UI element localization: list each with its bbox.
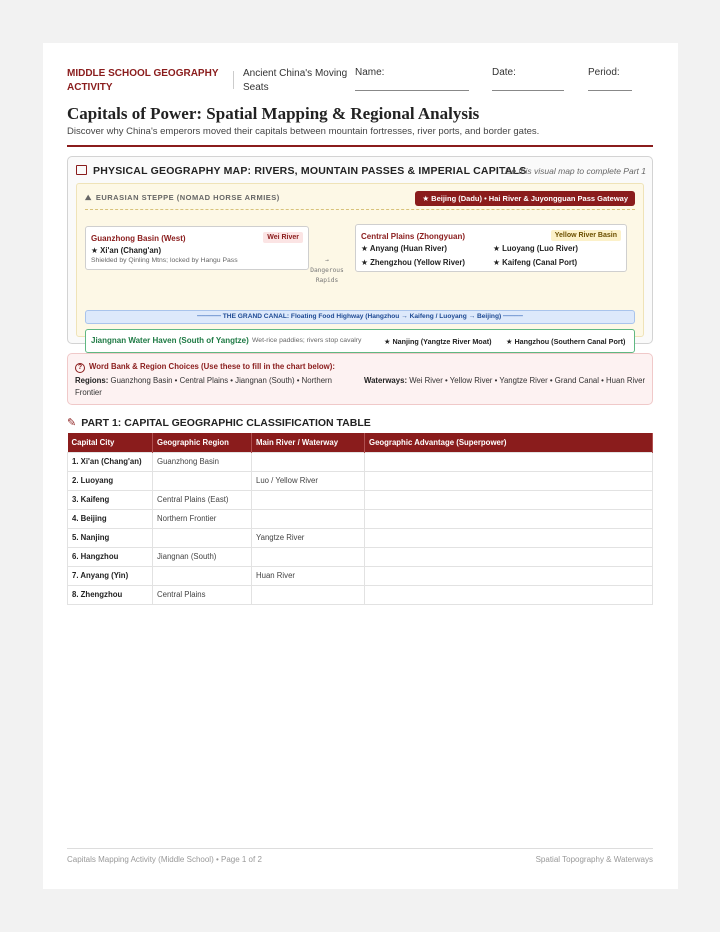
steppe-region — [76, 183, 644, 346]
capital-cell: 8. Zhengzhou — [68, 585, 153, 604]
subject-label: MIDDLE SCHOOL GEOGRAPHY ACTIVITY — [67, 68, 219, 93]
wei-river-tag: Wei River — [263, 232, 303, 243]
steppe-label — [85, 193, 280, 203]
waterways-list — [364, 375, 646, 387]
header-divider — [233, 71, 234, 89]
jiangnan-note: Wet-rice paddies; rivers stop cavalry — [252, 337, 362, 344]
geography-map — [67, 156, 653, 344]
waterway-cell[interactable] — [252, 490, 365, 509]
page-subtitle: Discover why China's emperors moved their capitals between mountain fortresses, river ports, and border gates. — [67, 126, 540, 137]
region-cell: Central Plains — [153, 585, 252, 604]
mountain-icon: ⛰ — [85, 193, 92, 202]
capital-cell: 7. Anyang (Yin) — [68, 566, 153, 585]
anyang-city: ★ Anyang (Huan River) — [361, 244, 447, 253]
capital-cell: 1. Xi'an (Chang'an) — [68, 452, 153, 471]
classification-table — [67, 433, 653, 605]
waterway-cell[interactable] — [252, 452, 365, 471]
table-row — [68, 585, 653, 604]
col-header-capital: Capital City — [68, 433, 153, 452]
advantage-cell[interactable] — [365, 452, 653, 471]
xian-city: ★ Xi'an (Chang'an) — [91, 246, 162, 255]
table-row — [68, 547, 653, 566]
capital-cell: 4. Beijing — [68, 509, 153, 528]
table-body — [68, 452, 653, 604]
regions-values: Guanzhong Basin • Central Plains • Jiangnan (South) • Northern Frontier — [75, 376, 332, 397]
waterways-label: Waterways: — [364, 376, 408, 385]
period-field[interactable] — [588, 90, 632, 91]
advantage-cell[interactable] — [365, 509, 653, 528]
rapids-label — [307, 256, 347, 286]
advantage-cell[interactable] — [365, 528, 653, 547]
steppe-label-text: EURASIAN STEPPE (NOMAD HORSE ARMIES) — [95, 193, 280, 202]
col-header-waterway: Main River / Waterway — [252, 433, 365, 452]
word-bank-title — [75, 362, 335, 373]
waterway-cell[interactable] — [252, 585, 365, 604]
capital-cell: 6. Hangzhou — [68, 547, 153, 566]
waterway-cell: Yangtze River — [252, 528, 365, 547]
guanzhong-title: Guanzhong Basin (West) — [91, 234, 186, 243]
table-row — [68, 490, 653, 509]
capital-cell: 5. Nanjing — [68, 528, 153, 547]
regions-list — [75, 375, 345, 399]
unit-label: Ancient China's Moving Seats — [243, 68, 348, 93]
pencil-icon: ✎ — [67, 417, 77, 429]
guanzhong-card — [85, 226, 309, 270]
waterway-cell[interactable] — [252, 509, 365, 528]
col-header-advantage: Geographic Advantage (Superpower) — [365, 433, 653, 452]
advantage-cell[interactable] — [365, 566, 653, 585]
footer-right: Spatial Topography & Waterways — [535, 855, 653, 864]
nanjing-city: ★ Nanjing (Yangtze River Moat) — [384, 337, 492, 346]
grand-canal-band: ━━━━━━ THE GRAND CANAL: Floating Food Highway (Hangzhou → Kaifeng / Luoyang → Beijing) ━━━━━ — [85, 310, 635, 324]
grand-canal-label: THE GRAND CANAL: Floating Food Highway (Hangzhou → Kaifeng / Luoyang → Beijing) — [222, 313, 502, 320]
capital-cell: 2. Luoyang — [68, 471, 153, 490]
region-cell[interactable] — [153, 566, 252, 585]
regions-label: Regions: — [75, 376, 109, 385]
central-plains-title: Central Plains (Zhongyuan) — [361, 232, 466, 241]
kaifeng-city: ★ Kaifeng (Canal Port) — [493, 258, 578, 267]
table-row — [68, 528, 653, 547]
yellow-river-tag: Yellow River Basin — [551, 230, 621, 241]
advantage-cell[interactable] — [365, 547, 653, 566]
name-label: Name: — [355, 67, 385, 78]
region-cell: Northern Frontier — [153, 509, 252, 528]
zhengzhou-city: ★ Zhengzhou (Yellow River) — [361, 258, 466, 267]
advantage-cell[interactable] — [365, 490, 653, 509]
rapids-arrow: → — [325, 257, 329, 264]
advantage-cell[interactable] — [365, 585, 653, 604]
steppe-border — [85, 209, 635, 210]
word-bank-title-text: Word Bank & Region Choices (Use these to fill in the chart below): — [89, 362, 335, 371]
region-cell[interactable] — [153, 471, 252, 490]
rapids-line1: Dangerous — [310, 267, 344, 274]
hangzhou-city: ★ Hangzhou (Southern Canal Port) — [506, 337, 626, 346]
footer-left: Capitals Mapping Activity (Middle School) • Page 1 of 2 — [67, 855, 262, 864]
part1-title — [67, 416, 371, 429]
waterway-cell: Luo / Yellow River — [252, 471, 365, 490]
map-title-text: PHYSICAL GEOGRAPHY MAP: RIVERS, MOUNTAIN PASSES & IMPERIAL CAPITALS — [93, 165, 527, 177]
date-label: Date: — [492, 67, 516, 78]
question-icon: ? — [75, 363, 85, 373]
region-cell: Central Plains (East) — [153, 490, 252, 509]
luoyang-city: ★ Luoyang (Luo River) — [493, 244, 578, 253]
table-row — [68, 509, 653, 528]
date-field[interactable] — [492, 90, 564, 91]
region-cell: Guanzhong Basin — [153, 452, 252, 471]
rapids-line2: Rapids — [315, 277, 339, 284]
map-title — [76, 165, 526, 177]
col-header-region: Geographic Region — [153, 433, 252, 452]
page-title: Capitals of Power: Spatial Mapping & Regional Analysis — [67, 104, 480, 123]
title-divider — [67, 145, 653, 147]
table-row — [68, 566, 653, 585]
beijing-pill: ★ Beijing (Dadu) • Hai River & Juyongguan Pass Gateway — [415, 191, 635, 206]
jiangnan-region — [85, 329, 635, 353]
period-label: Period: — [588, 67, 620, 78]
map-hint: Use this visual map to complete Part 1 — [500, 166, 646, 176]
table-row — [68, 452, 653, 471]
table-row — [68, 471, 653, 490]
part1-title-text: PART 1: CAPITAL GEOGRAPHIC CLASSIFICATION TABLE — [81, 417, 371, 429]
map-icon — [76, 165, 87, 175]
word-bank — [67, 353, 653, 405]
advantage-cell[interactable] — [365, 471, 653, 490]
guanzhong-note: Shielded by Qinling Mtns; locked by Hangu Pass — [91, 257, 238, 264]
worksheet-page — [43, 43, 678, 889]
central-plains-card — [355, 224, 627, 272]
region-cell: Jiangnan (South) — [153, 547, 252, 566]
table-header-row — [68, 433, 653, 452]
jiangnan-title: Jiangnan Water Haven (South of Yangtze) — [91, 336, 249, 345]
capital-cell: 3. Kaifeng — [68, 490, 153, 509]
name-field[interactable] — [355, 90, 469, 91]
waterway-cell: Huan River — [252, 566, 365, 585]
waterway-cell[interactable] — [252, 547, 365, 566]
footer-divider — [67, 848, 653, 849]
page-content — [67, 65, 653, 864]
waterways-values: Wei River • Yellow River • Yangtze River • Grand Canal • Huan River — [409, 376, 646, 385]
region-cell[interactable] — [153, 528, 252, 547]
